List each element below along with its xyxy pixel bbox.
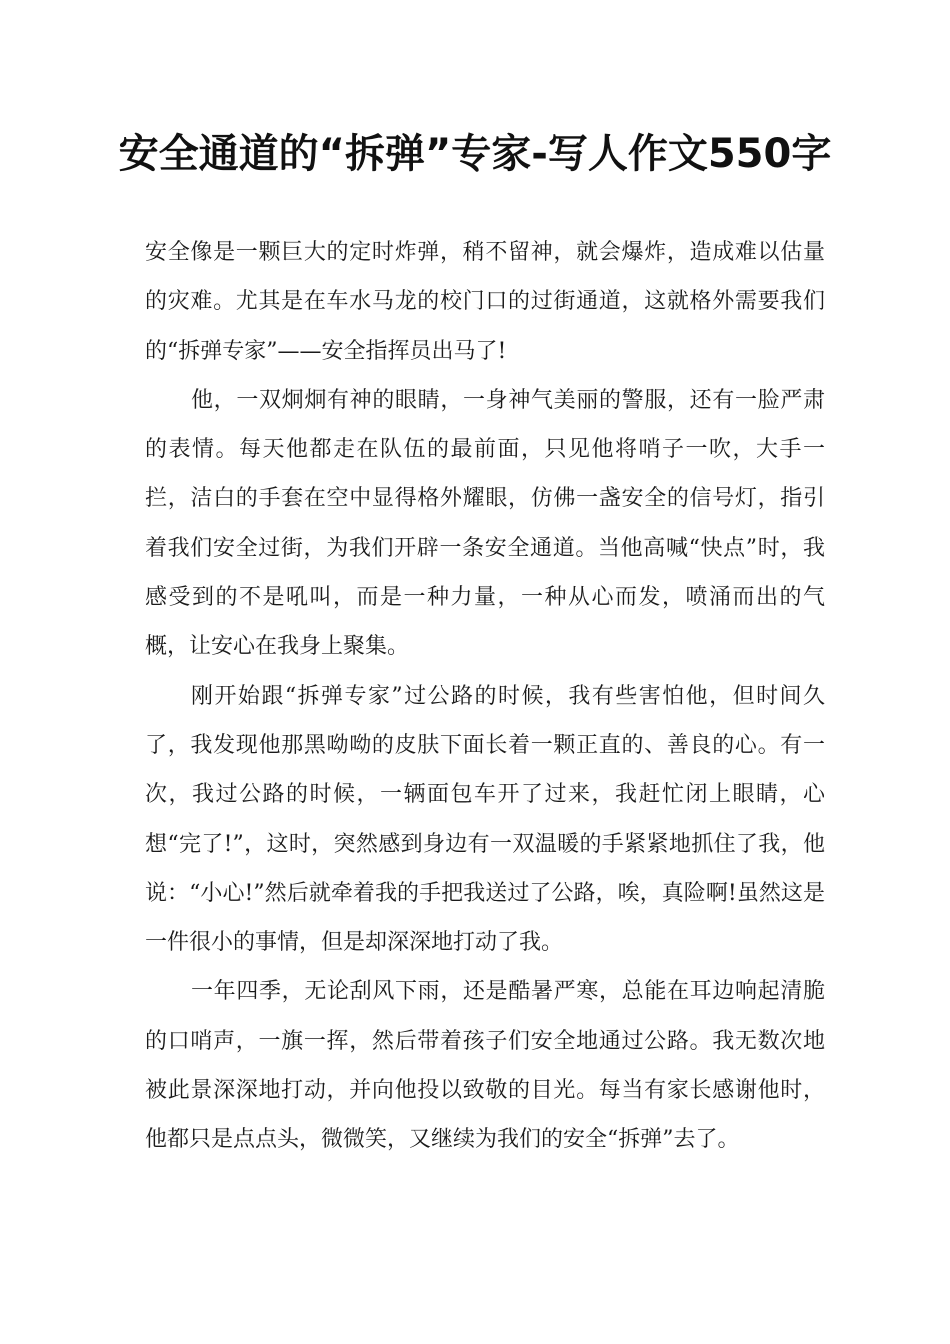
document-body xyxy=(145,228,825,1165)
paragraph-2: 他，一双炯炯有神的眼睛，一身神气美丽的警服，还有一脸严肃的表情。每天他都走在队伍的最前面，只见他将哨子一吹，大手一拦，洁白的手套在空中显得格外耀眼，仿佛一盏安全的信号灯，指引着我们安全过街，为我们开辟一条安全通道。当他高喊“快点”时，我感受到的不是吼叫，而是一种力量，一种从心而发，喷涌而出的气概，让安心在我身上聚集。 xyxy=(145,387,825,660)
paragraph-4: 一年四季，无论刮风下雨，还是酷暑严寒，总能在耳边响起清脆的口哨声，一旗一挥，然后带着孩子们安全地通过公路。我无数次地被此景深深地打动，并向他投以致敬的目光。每当有家长感谢他时，他都只是点点头，微微笑，又继续为我们的安全“拆弹”去了。 xyxy=(145,979,825,1153)
document-title: 安全通道的“拆弹”专家-写人作文550字 xyxy=(118,131,832,177)
paragraph-3: 刚开始跟“拆弹专家”过公路的时候，我有些害怕他，但时间久了，我发现他那黑呦呦的皮肤下面长着一颗正直的、善良的心。有一次，我过公路的时候，一辆面包车开了过来，我赶忙闭上眼睛，心想“完了!”，这时，突然感到身边有一双温暖的手紧紧地抓住了我，他说：“小心!”然后就牵着我的手把我送过了公路，唉，真险啊!虽然这是一件很小的事情，但是却深深地打动了我。 xyxy=(145,683,825,956)
paragraph-1: 安全像是一颗巨大的定时炸弹，稍不留神，就会爆炸，造成难以估量的灾难。尤其是在车水马龙的校门口的过街通道，这就格外需要我们的“拆弹专家”——安全指挥员出马了! xyxy=(145,240,825,364)
